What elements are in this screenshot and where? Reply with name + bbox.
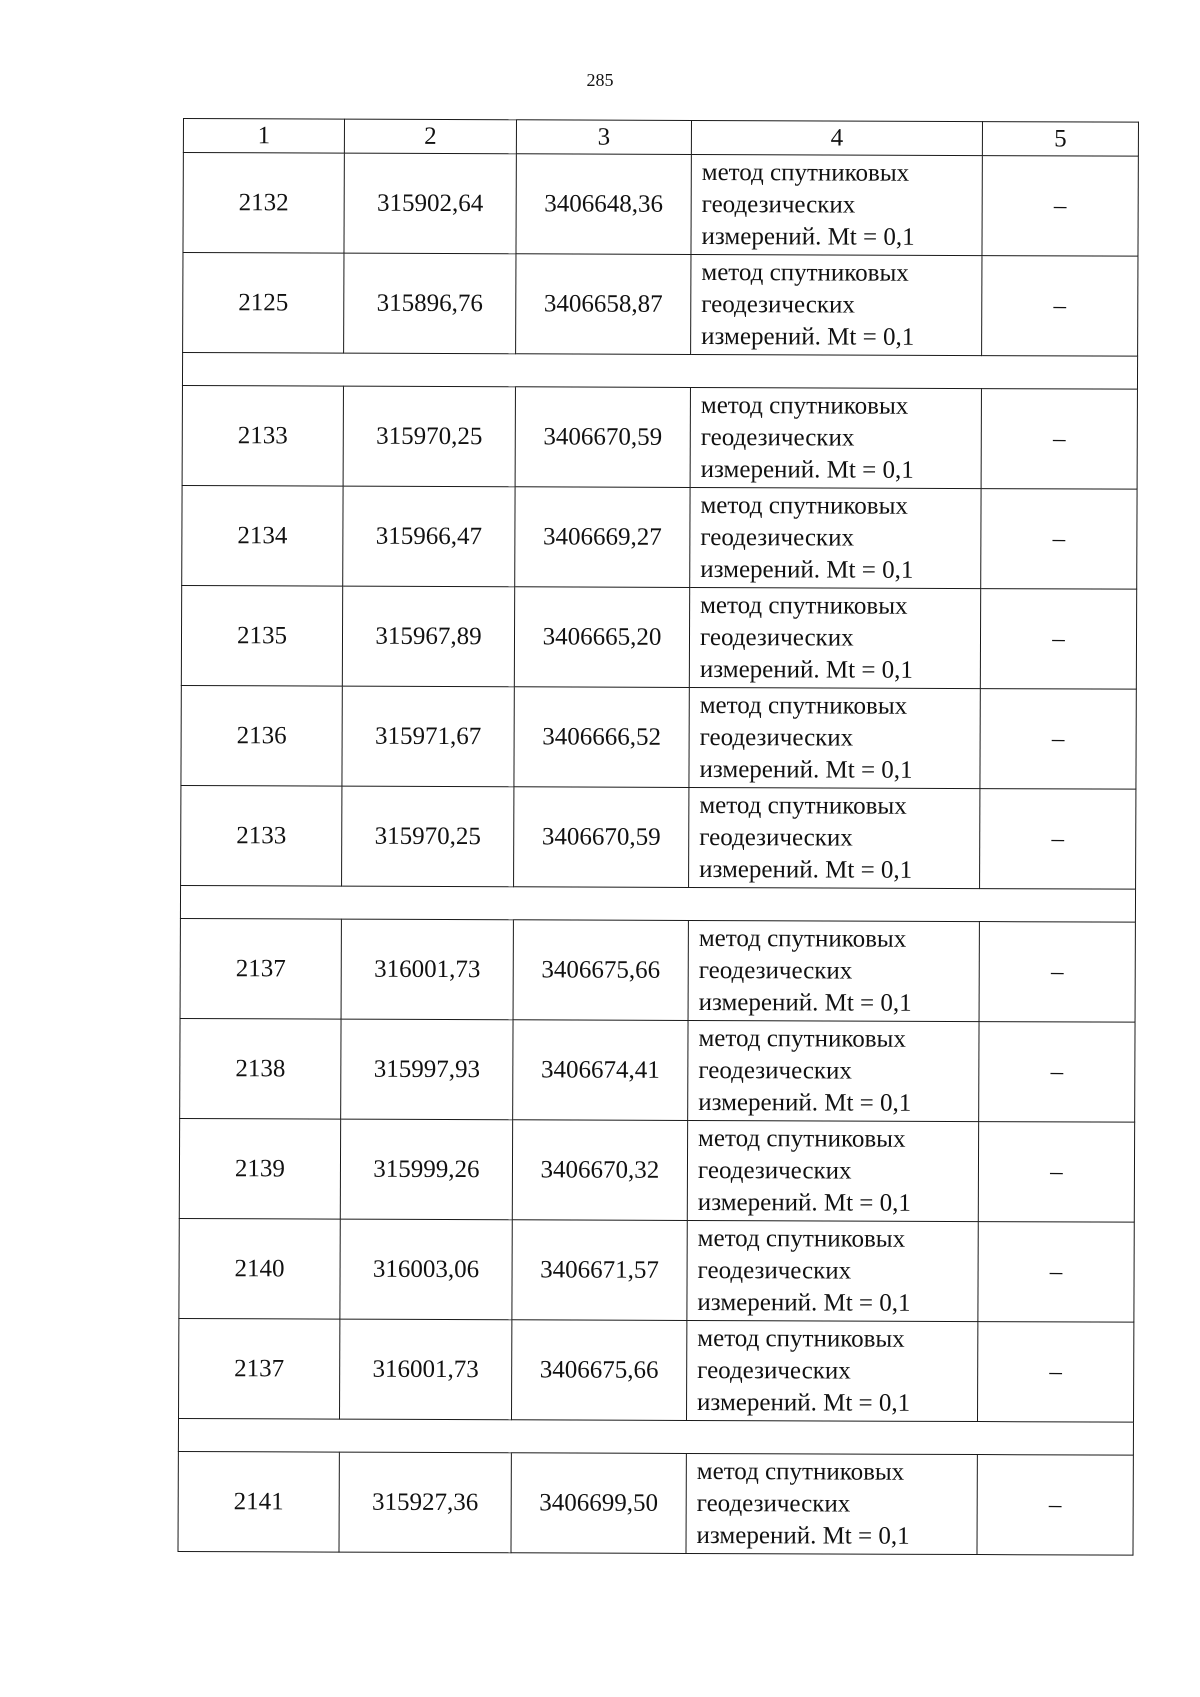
method-line: измерений. Mt = 0,1 — [699, 755, 913, 784]
method-line: измерений. Mt = 0,1 — [701, 222, 915, 251]
method-line: метод спутниковых — [699, 691, 908, 720]
method-cell — [687, 1320, 978, 1421]
table-row — [181, 585, 1136, 689]
point-id-cell: 2133 — [182, 385, 343, 486]
table-row — [183, 153, 1138, 257]
method-cell — [687, 1120, 978, 1221]
y-coordinate-cell: 3406675,66 — [512, 1320, 687, 1421]
method-cell — [687, 1220, 978, 1321]
note-cell: – — [980, 689, 1136, 790]
header-row — [183, 119, 1138, 157]
note-cell: – — [980, 789, 1136, 890]
x-coordinate-cell: 315896,76 — [344, 253, 516, 354]
method-line: геодезических — [700, 423, 855, 452]
separator-cell — [178, 1418, 1133, 1455]
separator-cell — [182, 353, 1137, 390]
note-cell: – — [981, 489, 1137, 590]
note-cell: – — [978, 1222, 1134, 1323]
x-coordinate-cell: 315970,25 — [342, 786, 514, 887]
table-row — [180, 1018, 1135, 1122]
header-col-5: 5 — [982, 122, 1138, 157]
point-id-cell: 2135 — [181, 585, 342, 686]
table-body — [178, 153, 1138, 1556]
y-coordinate-cell: 3406675,66 — [513, 920, 688, 1021]
y-coordinate-cell: 3406674,41 — [513, 1020, 688, 1121]
x-coordinate-cell: 315966,47 — [343, 486, 515, 587]
x-coordinate-cell: 315927,36 — [339, 1452, 511, 1553]
method-cell — [689, 687, 980, 788]
x-coordinate-cell: 316001,73 — [340, 1319, 512, 1420]
y-coordinate-cell: 3406670,59 — [514, 787, 689, 888]
note-cell: – — [980, 589, 1136, 690]
point-id-cell: 2132 — [183, 153, 344, 254]
method-line: измерений. Mt = 0,1 — [696, 1521, 910, 1550]
header-col-2: 2 — [344, 119, 516, 154]
point-id-cell: 2136 — [181, 685, 342, 786]
y-coordinate-cell: 3406648,36 — [516, 154, 691, 255]
method-line: метод спутниковых — [698, 1124, 906, 1153]
method-cell — [690, 487, 981, 588]
table-row — [179, 1318, 1134, 1422]
method-line: измерений. Mt = 0,1 — [700, 555, 914, 584]
x-coordinate-cell: 315967,89 — [342, 586, 514, 687]
y-coordinate-cell: 3406699,50 — [511, 1453, 686, 1554]
method-line: геодезических — [697, 1356, 851, 1385]
table-row — [183, 253, 1138, 357]
method-line: метод спутниковых — [696, 1457, 905, 1486]
x-coordinate-cell: 315971,67 — [342, 686, 514, 787]
header-col-4: 4 — [691, 120, 982, 155]
method-cell — [690, 387, 981, 488]
point-id-cell: 2140 — [179, 1218, 340, 1319]
table-row — [181, 685, 1136, 789]
table-row — [181, 785, 1136, 889]
method-cell — [691, 254, 982, 355]
x-coordinate-cell: 315970,25 — [343, 386, 515, 487]
method-line: метод спутниковых — [700, 591, 908, 620]
separator-row — [180, 885, 1135, 922]
table-row — [182, 485, 1137, 589]
point-id-cell: 2137 — [179, 1318, 340, 1419]
note-cell: – — [977, 1455, 1133, 1556]
y-coordinate-cell: 3406665,20 — [514, 587, 689, 688]
method-line: измерений. Mt = 0,1 — [701, 322, 915, 351]
method-line: метод спутниковых — [697, 1324, 905, 1353]
x-coordinate-cell: 316001,73 — [341, 919, 513, 1020]
separator-row — [178, 1418, 1133, 1455]
method-line: геодезических — [697, 1256, 852, 1285]
x-coordinate-cell: 315997,93 — [341, 1019, 513, 1120]
method-line: геодезических — [698, 956, 853, 985]
header-col-3: 3 — [516, 120, 691, 155]
method-line: измерений. Mt = 0,1 — [700, 455, 914, 484]
y-coordinate-cell: 3406670,32 — [512, 1120, 687, 1221]
method-line: геодезических — [699, 823, 853, 852]
x-coordinate-cell: 315999,26 — [340, 1119, 512, 1220]
separator-cell — [180, 885, 1135, 922]
note-cell: – — [979, 922, 1135, 1023]
method-line: измерений. Mt = 0,1 — [697, 1288, 911, 1317]
method-cell — [689, 787, 980, 888]
method-line: метод спутниковых — [700, 491, 908, 520]
method-line: геодезических — [699, 723, 854, 752]
note-cell: – — [978, 1122, 1134, 1223]
method-line: метод спутниковых — [701, 158, 910, 187]
method-line: измерений. Mt = 0,1 — [697, 1388, 911, 1417]
coordinates-table — [177, 118, 1138, 1556]
y-coordinate-cell: 3406671,57 — [512, 1220, 687, 1321]
method-line: геодезических — [701, 190, 856, 219]
table-header — [183, 119, 1138, 157]
method-line: метод спутниковых — [700, 391, 909, 420]
method-line: геодезических — [698, 1056, 852, 1085]
point-id-cell: 2137 — [180, 918, 341, 1019]
point-id-cell: 2125 — [183, 253, 344, 354]
method-line: метод спутниковых — [698, 924, 907, 953]
separator-row — [182, 353, 1137, 390]
point-id-cell: 2138 — [180, 1018, 341, 1119]
method-line: метод спутниковых — [701, 258, 909, 287]
method-line: геодезических — [701, 290, 855, 319]
method-line: геодезических — [700, 523, 855, 552]
method-cell — [689, 587, 980, 688]
table-row — [180, 918, 1135, 1022]
x-coordinate-cell: 316003,06 — [340, 1219, 512, 1320]
note-cell: – — [982, 156, 1138, 257]
method-cell — [688, 1020, 979, 1121]
table-row — [179, 1218, 1134, 1322]
point-id-cell: 2139 — [179, 1118, 340, 1219]
y-coordinate-cell: 3406670,59 — [515, 387, 690, 488]
method-line: измерений. Mt = 0,1 — [698, 988, 912, 1017]
method-cell — [686, 1453, 977, 1554]
note-cell: – — [978, 1322, 1134, 1423]
note-cell: – — [979, 1022, 1135, 1123]
x-coordinate-cell: 315902,64 — [344, 153, 516, 254]
method-cell — [691, 154, 982, 255]
point-id-cell: 2141 — [178, 1451, 339, 1552]
method-line: геодезических — [696, 1489, 851, 1518]
method-line: метод спутниковых — [697, 1224, 906, 1253]
method-line: измерений. Mt = 0,1 — [698, 1088, 912, 1117]
table-row — [179, 1118, 1134, 1222]
method-line: измерений. Mt = 0,1 — [699, 855, 913, 884]
method-line: измерений. Mt = 0,1 — [697, 1188, 911, 1217]
y-coordinate-cell: 3406669,27 — [515, 487, 690, 588]
note-cell: – — [982, 256, 1138, 357]
method-line: измерений. Mt = 0,1 — [699, 655, 914, 684]
method-line: геодезических — [699, 623, 854, 652]
method-cell — [688, 920, 979, 1021]
note-cell: – — [981, 389, 1137, 490]
method-line: метод спутниковых — [699, 791, 907, 820]
point-id-cell: 2134 — [182, 485, 343, 586]
point-id-cell: 2133 — [181, 785, 342, 886]
page-number: 285 — [586, 70, 614, 90]
y-coordinate-cell: 3406666,52 — [514, 687, 689, 788]
method-line: метод спутниковых — [698, 1024, 906, 1053]
header-col-1: 1 — [183, 119, 344, 154]
table-row — [182, 385, 1137, 489]
table-row — [178, 1451, 1133, 1555]
method-line: геодезических — [697, 1156, 852, 1185]
y-coordinate-cell: 3406658,87 — [516, 254, 691, 355]
